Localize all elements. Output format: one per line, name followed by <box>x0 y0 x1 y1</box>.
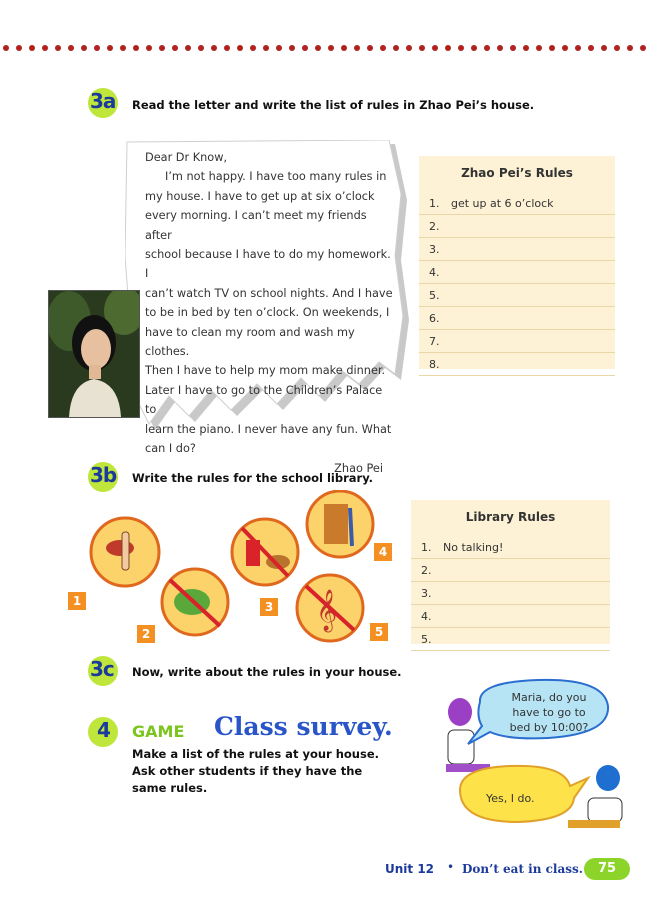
zhao-pei-rules-title: Zhao Pei’s Rules <box>461 166 573 180</box>
question-bubble-text <box>494 690 604 735</box>
rule-row[interactable] <box>411 582 610 605</box>
letter-line: learn the piano. I never have any fun. What <box>145 422 392 436</box>
footer-unit: Unit 12 <box>385 862 435 876</box>
section-3c-label: 3c <box>90 657 114 681</box>
letter-line: school because I have to do my homework. I <box>145 248 391 281</box>
letter-line: Then I have to help my mom make dinner. <box>145 364 386 378</box>
section-3a-label: 3a <box>90 89 116 113</box>
game-title: Class survey. <box>214 712 393 741</box>
rule-row[interactable] <box>419 307 615 330</box>
speech-line: bed by 10:00? <box>509 721 589 734</box>
no-music-sign-icon <box>297 575 363 641</box>
umbrella-door-sign-icon <box>307 491 373 557</box>
section-3b-label: 3b <box>90 463 117 487</box>
section-4-badge <box>88 717 118 747</box>
game-instruction-line: same rules. <box>132 781 208 795</box>
rule-number: 4. <box>421 610 432 623</box>
letter-line: can’t watch TV on school nights. And I have <box>145 286 393 300</box>
letter-line: Later I have to go to the Children’s Palace to <box>145 383 383 417</box>
letter-line: to be in bed by ten o’clock. On weekends, I <box>145 306 390 320</box>
rule-row[interactable] <box>411 536 610 559</box>
letter-line: have to clean my room and wash my clothes. <box>145 325 355 359</box>
rule-row[interactable] <box>419 192 615 215</box>
rule-number: 4. <box>429 266 440 279</box>
rule-number: 6. <box>429 312 440 325</box>
picture-number-tag: 1 <box>68 592 86 610</box>
letter-line: every morning. I can’t meet my friends after <box>145 209 367 242</box>
rule-number: 7. <box>429 335 440 348</box>
section-3c-instruction: Now, write about the rules in your house. <box>132 665 402 679</box>
page-number: 75 <box>584 858 630 880</box>
rule-number: 1. <box>429 197 440 210</box>
picture-number-tag: 4 <box>374 543 392 561</box>
girl-portrait-icon <box>49 291 139 417</box>
no-food-sign-icon <box>232 519 298 585</box>
zhao-pei-photo <box>48 290 140 418</box>
rule-row[interactable] <box>411 605 610 628</box>
rule-text: get up at 6 o’clock <box>451 197 554 210</box>
section-4-label: 4 <box>97 718 110 742</box>
rule-number: 1. <box>421 541 432 554</box>
rule-row[interactable] <box>419 238 615 261</box>
rule-number: 2. <box>429 220 440 233</box>
footer-bullet: • <box>447 860 455 874</box>
svg-text:𝄞: 𝄞 <box>316 590 338 631</box>
rule-number: 3. <box>421 587 432 600</box>
game-instructions <box>132 746 379 797</box>
no-talking-sign-icon <box>91 518 159 586</box>
rule-row[interactable] <box>419 330 615 353</box>
speech-line: have to go to <box>512 706 586 719</box>
rule-number: 8. <box>429 358 440 371</box>
footer-title: Don’t eat in class. <box>462 862 583 876</box>
rule-row[interactable] <box>411 559 610 582</box>
letter-line: can I do? <box>145 442 196 456</box>
section-3c-badge <box>88 656 118 686</box>
zhao-pei-rules-table <box>419 156 615 369</box>
letter-line: I’m not happy. I have too many rules in <box>165 170 387 184</box>
rule-row[interactable] <box>419 284 615 307</box>
picture-number-tag: 3 <box>260 598 278 616</box>
rule-number: 3. <box>429 243 440 256</box>
picture-number-tag: 5 <box>370 623 388 641</box>
section-3b-instruction: Write the rules for the school library. <box>132 471 374 485</box>
answer-bubble-text: Yes, I do. <box>486 792 535 805</box>
rule-row[interactable] <box>411 628 610 651</box>
speech-line: Maria, do you <box>511 691 587 704</box>
section-3a-instruction: Read the letter and write the list of rules in Zhao Pei’s house. <box>132 98 535 112</box>
rule-number: 5. <box>429 289 440 302</box>
letter-greeting: Dear Dr Know, <box>145 151 228 164</box>
picture-number-tag: 2 <box>137 625 155 643</box>
library-rules-table <box>411 500 610 644</box>
rule-text: No talking! <box>443 541 504 554</box>
section-3a-badge <box>88 88 118 118</box>
letter-line: my house. I have to get up at six o’clock <box>145 189 375 203</box>
library-rules-title: Library Rules <box>465 510 556 524</box>
rule-row[interactable] <box>419 353 615 376</box>
section-3b-badge <box>88 462 118 492</box>
rule-number: 5. <box>421 633 432 646</box>
no-litter-sign-icon <box>162 569 228 635</box>
library-signs-illustration <box>60 490 400 650</box>
letter-body <box>145 148 395 478</box>
game-label: GAME <box>132 722 185 741</box>
rule-row[interactable] <box>419 215 615 238</box>
game-instruction-line: Ask other students if they have the <box>132 764 363 778</box>
top-dotted-border <box>0 42 650 54</box>
letter-signature: Zhao Pei <box>334 461 383 475</box>
rule-number: 2. <box>421 564 432 577</box>
rule-row[interactable] <box>419 261 615 284</box>
game-instruction-line: Make a list of the rules at your house. <box>132 747 379 761</box>
